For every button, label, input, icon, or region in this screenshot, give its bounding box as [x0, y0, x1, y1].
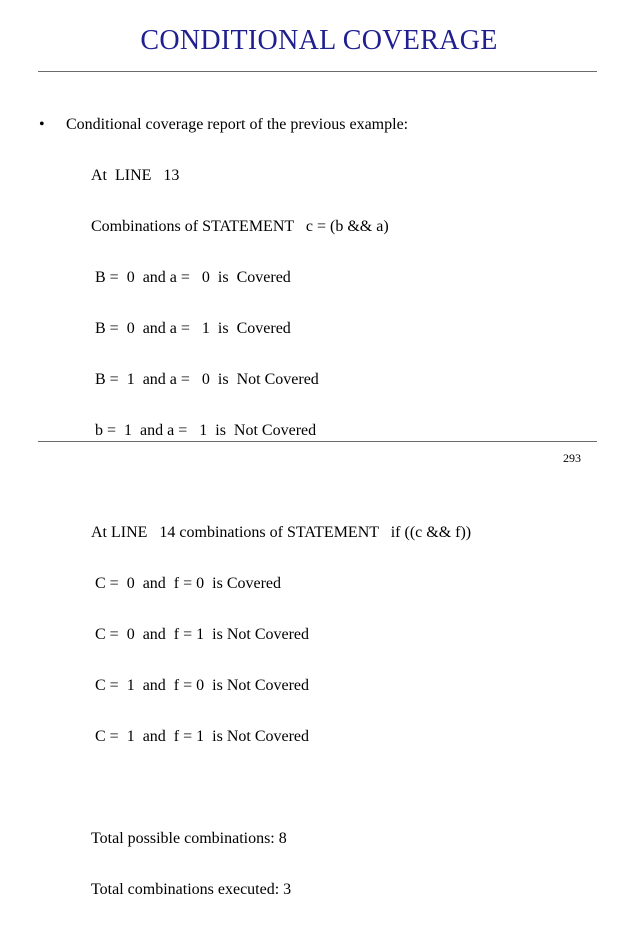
report-line: B = 0 and a = 1 is Covered [91, 320, 291, 337]
page-number: 293 [563, 451, 581, 465]
bullet-text: Conditional coverage report of the previous example: [66, 116, 409, 133]
slide-title: CONDITIONAL COVERAGE [140, 25, 498, 56]
report-line: C = 1 and f = 1 is Not Covered [91, 728, 310, 745]
report-line: C = 0 and f = 1 is Not Covered [91, 626, 310, 643]
report-line: C = 1 and f = 0 is Not Covered [91, 677, 310, 694]
report-line: b = 1 and a = 1 is Not Covered [91, 422, 317, 439]
report-line: At LINE 14 combinations of STATEMENT if ((c && f)) [91, 524, 472, 541]
bullet-item [39, 116, 408, 133]
report-line [91, 779, 471, 796]
report-line: At LINE 13 [91, 167, 180, 184]
coverage-report [91, 133, 471, 932]
report-line: C = 0 and f = 0 is Covered [91, 575, 282, 592]
report-line: Combinations of STATEMENT c = (b && a) [91, 218, 389, 235]
report-line: B = 1 and a = 0 is Not Covered [91, 371, 319, 388]
report-line: Total possible combinations: 8 [91, 830, 287, 847]
top-divider [38, 71, 597, 72]
bullet-icon: • [39, 116, 45, 133]
report-line [91, 473, 471, 490]
bottom-divider [38, 441, 597, 442]
report-line: Total combinations executed: 3 [91, 881, 292, 898]
report-line: B = 0 and a = 0 is Covered [91, 269, 291, 286]
